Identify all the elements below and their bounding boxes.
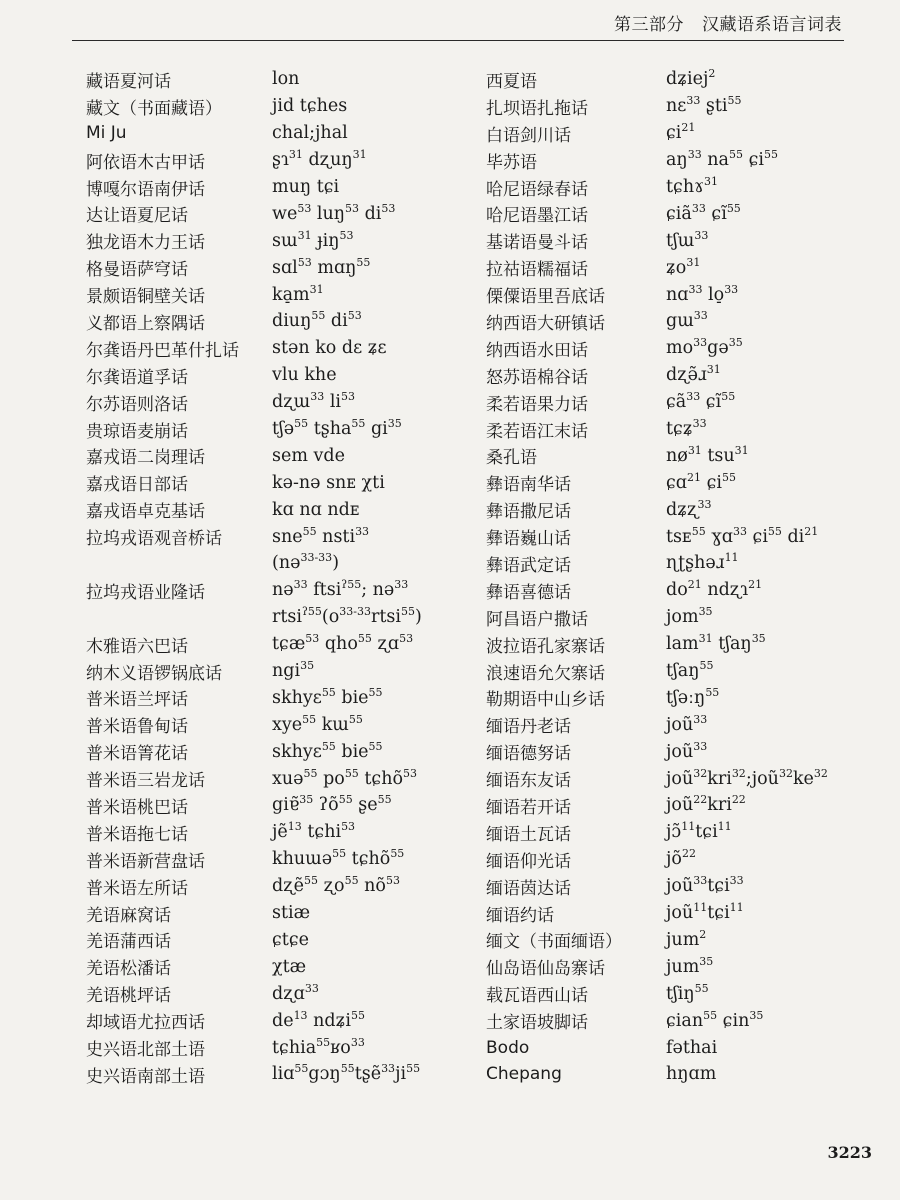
language-name: 扎坝语扎拖话 xyxy=(486,98,588,119)
language-name: 缅语土瓦话 xyxy=(486,824,571,845)
word-form: $rtsi^{ʔ55}(o^{33-33}rtsi^{55})$ xyxy=(272,605,422,628)
word-form: tsᴇ$^{55}$ ɣɑ$^{33}$ ɕi$^{55}$ $di^{21}$ xyxy=(666,524,819,547)
language-name: 嘉戎语二岗理话 xyxy=(86,448,205,469)
entry-row xyxy=(486,1034,886,1061)
entry-row xyxy=(486,66,886,93)
entry-row xyxy=(486,631,886,658)
word-form: kə-nə snᴇ χti xyxy=(272,472,385,493)
entry-row xyxy=(86,604,482,631)
word-form: fəthai xyxy=(666,1037,718,1058)
language-name: 史兴语南部土语 xyxy=(86,1066,205,1087)
entry-row xyxy=(486,927,886,954)
language-name: 藏语夏河话 xyxy=(86,71,171,92)
language-name: 白语剑川话 xyxy=(486,125,571,146)
word-form: nɛ$^{33}$ ʂti$^{55}$ xyxy=(666,94,742,117)
entry-row xyxy=(486,281,886,308)
language-name: 羌语桃坪话 xyxy=(86,986,171,1007)
entry-row xyxy=(486,738,886,765)
header-part: 第三部分 xyxy=(614,15,684,35)
entry-row xyxy=(86,308,482,335)
entry-row xyxy=(86,227,482,254)
entry-row xyxy=(86,254,482,281)
entry-row xyxy=(486,523,886,550)
word-form: tɕhia$^{55}$ʁo$^{33}$ xyxy=(272,1035,365,1058)
entry-row xyxy=(486,873,886,900)
word-form: joũ$^{11}$tɕi$^{11}$ xyxy=(666,901,744,924)
language-name: 基诺语曼斗话 xyxy=(486,233,588,254)
entry-row xyxy=(86,416,482,443)
word-form: jid tɕhes xyxy=(272,96,348,117)
entry-row xyxy=(486,658,886,685)
language-name: 普米语三岩龙话 xyxy=(86,771,205,792)
language-name: 普米语兰坪话 xyxy=(86,690,188,711)
entry-row xyxy=(486,308,886,335)
word-form: ʂɿ$^{31}$ dʐuŋ$^{31}$ xyxy=(272,148,367,171)
word-form: sem vde xyxy=(272,445,345,466)
entry-row xyxy=(86,362,482,389)
entry-row xyxy=(86,980,482,1007)
word-form: xuə$^{55}$ $po^{55}$ tɕhõ$^{53}$ xyxy=(272,766,418,789)
word-form: dʑʐ$^{33}$ xyxy=(666,497,712,520)
entry-row xyxy=(86,442,482,469)
language-name: 彝语撒尼话 xyxy=(486,502,571,523)
word-form: tɕæ$^{53}$ qho$^{55}$ ʐɑ$^{53}$ xyxy=(272,632,414,655)
language-name: 傈僳语里吾底话 xyxy=(486,287,605,308)
language-name: 普米语拖七话 xyxy=(86,824,188,845)
language-name: 哈尼语绿春话 xyxy=(486,179,588,200)
word-form: joũ$^{33}$tɕi$^{33}$ xyxy=(666,874,744,897)
entry-row xyxy=(86,1007,482,1034)
word-form: (nə$^{33-33}$) xyxy=(272,551,340,574)
word-form: jum$^{35}$ xyxy=(666,954,714,977)
word-form: lam$^{31}$ tʃaŋ$^{35}$ xyxy=(666,632,766,655)
language-name: 普米语桃巴话 xyxy=(86,797,188,818)
word-form: dʐə̃ɹ$^{31}$ xyxy=(666,363,721,386)
word-form: $ka̠m^{31}$ xyxy=(272,282,324,305)
language-name: 景颇语铜壁关话 xyxy=(86,287,205,308)
language-name: 义都语上察隅话 xyxy=(86,313,205,334)
language-name: 拉祜语糯福话 xyxy=(486,260,588,281)
entry-row xyxy=(486,1061,886,1088)
word-form: giɐ̃$^{35}$ ʔõ$^{55}$ ʂe$^{55}$ xyxy=(272,793,392,816)
language-name: 缅文（书面缅语） xyxy=(486,932,622,953)
left-column xyxy=(86,66,482,1088)
entry-row xyxy=(86,147,482,174)
word-form: χtæ xyxy=(272,956,307,977)
language-name: 史兴语北部土语 xyxy=(86,1040,205,1060)
word-form: $liɑ^{55}gɔŋ^{55}tʂẽ^{33}ji^{55}$ xyxy=(272,1062,421,1085)
word-form: tʃiŋ$^{55}$ xyxy=(666,981,709,1004)
right-column xyxy=(486,66,886,1088)
language-name: 达让语夏尼话 xyxy=(86,206,188,227)
language-name: 缅语茵达话 xyxy=(486,878,571,899)
word-form: joũ$^{33}$ xyxy=(666,712,708,735)
word-form: jum$^2$ xyxy=(666,927,707,950)
entry-row xyxy=(86,550,482,577)
word-form: dʐɑ$^{33}$ xyxy=(272,981,319,1004)
language-name: 藏文（书面藏语） xyxy=(86,98,222,119)
word-form: dʐẽ$^{55}$ ʐo$^{55}$ $nõ^{53}$ xyxy=(272,874,400,897)
entry-row xyxy=(86,792,482,819)
entry-row xyxy=(486,147,886,174)
word-form: $nø^{31}$ tsu$^{31}$ xyxy=(666,443,749,466)
entry-row xyxy=(486,389,886,416)
entry-row xyxy=(86,927,482,954)
word-form: skhyɛ$^{55}$ bie$^{55}$ xyxy=(272,739,383,762)
entry-row xyxy=(86,738,482,765)
language-name: 格曼语萨穹话 xyxy=(86,260,188,281)
word-form: jẽ$^{13}$ tɕhi$^{53}$ xyxy=(272,820,356,843)
entry-row xyxy=(86,120,482,147)
word-form: ɕi$^{21}$ xyxy=(666,121,696,144)
language-name: 羌语麻窝话 xyxy=(86,905,171,926)
entry-row xyxy=(86,658,482,685)
word-form: $aŋ^{33}$ $na^{55}$ ɕi$^{55}$ xyxy=(666,148,778,171)
word-form: vlu khe xyxy=(272,365,337,386)
entry-row xyxy=(86,819,482,846)
language-name: 怒苏语棉谷话 xyxy=(486,367,588,388)
entry-row xyxy=(486,93,886,120)
language-name: 羌语松潘话 xyxy=(86,959,171,980)
entry-row xyxy=(86,174,482,201)
language-name: 彝语巍山话 xyxy=(486,529,571,550)
word-form: dʐɯ$^{33}$ $li^{53}$ xyxy=(272,390,356,413)
language-name: 阿依语木古甲话 xyxy=(86,152,205,173)
entry-row xyxy=(486,953,886,980)
word-form: sne$^{55}$ nsti$^{33}$ xyxy=(272,524,370,547)
entry-row xyxy=(486,604,886,631)
language-name: 尔苏语则洛话 xyxy=(86,394,188,415)
language-name: 纳西语水田话 xyxy=(486,340,588,361)
header-rule xyxy=(72,40,844,41)
language-name: 波拉语孔家寨话 xyxy=(486,636,605,657)
entry-row xyxy=(86,281,482,308)
language-name: Chepang xyxy=(486,1064,562,1085)
entry-row xyxy=(486,980,886,1007)
word-form: hŋɑm xyxy=(666,1064,717,1085)
word-form: $joũ^{32}kri^{32};joũ^{32}ke^{32}$ xyxy=(666,766,828,789)
entry-row xyxy=(486,550,886,577)
language-name: 普米语箐花话 xyxy=(86,744,188,765)
entry-row xyxy=(86,577,482,604)
entry-row xyxy=(486,120,886,147)
entry-row xyxy=(486,846,886,873)
language-name: 彝语南华话 xyxy=(486,475,571,496)
language-name: 贵琼语麦崩话 xyxy=(86,421,188,442)
entry-row xyxy=(86,846,482,873)
word-form: dʑiej$^2$ xyxy=(666,67,716,90)
entry-row xyxy=(486,577,886,604)
language-name: 西夏语 xyxy=(486,71,537,92)
entry-row xyxy=(486,442,886,469)
language-name: 拉坞戎语业隆话 xyxy=(86,582,205,603)
page-number: 3223 xyxy=(827,1143,872,1162)
language-name: 尔龚语道孚话 xyxy=(86,367,188,388)
language-name: 阿昌语户撒话 xyxy=(486,609,588,630)
language-name: 柔若语江末话 xyxy=(486,421,588,442)
entry-row xyxy=(86,873,482,900)
entry-row xyxy=(86,711,482,738)
word-form: sɯ$^{31}$ ɟiŋ$^{53}$ xyxy=(272,228,354,251)
language-name: 载瓦语西山话 xyxy=(486,986,588,1007)
entry-row xyxy=(486,900,886,927)
language-name: Bodo xyxy=(486,1037,530,1058)
entry-row xyxy=(486,200,886,227)
entry-row xyxy=(86,765,482,792)
language-name: 浪速语允欠寨话 xyxy=(486,663,605,684)
language-name: 缅语丹老话 xyxy=(486,717,571,738)
entry-row xyxy=(486,362,886,389)
entry-row xyxy=(86,93,482,120)
language-name: 缅语若开话 xyxy=(486,797,571,818)
running-header xyxy=(596,10,842,35)
entry-row xyxy=(486,819,886,846)
language-name: 尔龚语丹巴革什扎话 xyxy=(86,340,239,361)
entry-row xyxy=(86,200,482,227)
word-form: ɕã$^{33}$ ɕĩ$^{55}$ xyxy=(666,390,736,413)
word-form: tʃəːŋ$^{55}$ xyxy=(666,685,720,708)
word-form: ngi$^{35}$ xyxy=(272,659,315,682)
entry-row xyxy=(86,389,482,416)
entry-row xyxy=(86,66,482,93)
entry-row xyxy=(486,1007,886,1034)
language-name: 独龙语木力王话 xyxy=(86,233,205,254)
word-form: tʃə$^{55}$ tʂha$^{55}$ $gi^{35}$ xyxy=(272,417,402,440)
language-name: 土家语坡脚话 xyxy=(486,1013,588,1034)
language-name: 木雅语六巴话 xyxy=(86,636,188,657)
word-form: joũ$^{22}$kri$^{22}$ xyxy=(666,793,746,816)
entry-row xyxy=(86,335,482,362)
word-form: joũ$^{33}$ xyxy=(666,739,708,762)
language-name: 勒期语中山乡话 xyxy=(486,690,605,711)
entry-row xyxy=(86,631,482,658)
entry-row xyxy=(86,1034,482,1061)
entry-row xyxy=(86,900,482,927)
entry-row xyxy=(486,765,886,792)
word-form: jom$^{35}$ xyxy=(666,605,713,628)
word-form: lon xyxy=(272,69,300,90)
entry-row xyxy=(86,953,482,980)
language-name: 哈尼语墨江话 xyxy=(486,206,588,227)
language-name: 羌语蒲西话 xyxy=(86,932,171,953)
word-form: stiæ xyxy=(272,903,311,924)
word-form: tʃɯ$^{33}$ xyxy=(666,228,709,251)
word-form: muŋ tɕi xyxy=(272,177,340,197)
language-name: 仙岛语仙岛寨话 xyxy=(486,959,605,980)
entry-row xyxy=(486,416,886,443)
word-form: jɔ̃$^{11}$tɕi$^{11}$ xyxy=(666,820,732,843)
word-form: stən ko dɛ ʑɛ xyxy=(272,338,387,359)
entry-row xyxy=(486,227,886,254)
entry-row xyxy=(86,684,482,711)
language-name: 缅语东友话 xyxy=(486,771,571,792)
entry-row xyxy=(86,523,482,550)
language-name: 嘉戎语日部话 xyxy=(86,475,188,496)
entry-row xyxy=(486,496,886,523)
word-form: khuɯə$^{55}$ tɕhõ$^{55}$ xyxy=(272,847,405,870)
word-form: nə$^{33}$ ftsi$^{ʔ55}$; nə$^{33}$ xyxy=(272,578,409,601)
entry-row xyxy=(486,792,886,819)
language-name: 却域语尤拉西话 xyxy=(86,1013,205,1034)
word-form: $we^{53}$ luŋ$^{53}$ $di^{53}$ xyxy=(272,201,396,224)
entry-row xyxy=(86,469,482,496)
word-form: ʑo$^{31}$ xyxy=(666,255,701,278)
word-form: tɕʑ$^{33}$ xyxy=(666,417,707,440)
word-form: ɕiã$^{33}$ ɕĩ$^{55}$ xyxy=(666,201,741,224)
word-form: gɯ$^{33}$ xyxy=(666,309,708,332)
word-form: ɳʈʂhəɹ$^{11}$ xyxy=(666,551,739,574)
word-form: chal;jhal xyxy=(272,123,348,144)
word-form: kɑ nɑ ndᴇ xyxy=(272,499,360,520)
word-form: xye$^{55}$ kɯ$^{55}$ xyxy=(272,712,363,735)
language-name: 纳木义语锣锅底话 xyxy=(86,663,222,684)
language-name: 柔若语果力话 xyxy=(486,394,588,415)
word-form: $de^{13}$ ndʑi$^{55}$ xyxy=(272,1008,365,1031)
word-form: skhyɛ$^{55}$ bie$^{55}$ xyxy=(272,685,383,708)
language-name: 嘉戎语卓克基话 xyxy=(86,502,205,523)
word-form: $do^{21}$ ndʐɿ$^{21}$ xyxy=(666,578,763,601)
language-name: 毕苏语 xyxy=(486,152,537,173)
entry-row xyxy=(86,496,482,523)
word-form: diuŋ$^{55}$ $di^{53}$ xyxy=(272,309,362,332)
word-form: $mo^{33}gə^{35}$ xyxy=(666,336,743,359)
language-name: 普米语左所话 xyxy=(86,878,188,899)
word-form: $jõ^{22}$ xyxy=(666,847,696,870)
language-name: 拉坞戎语观音桥话 xyxy=(86,529,222,550)
language-name: 桑孔语 xyxy=(486,448,537,469)
word-form: ɕɑ$^{21}$ ɕi$^{55}$ xyxy=(666,470,736,493)
language-name: 纳西语大研镇话 xyxy=(486,313,605,334)
word-form: ɕian$^{55}$ ɕin$^{35}$ xyxy=(666,1008,764,1031)
entry-row xyxy=(86,1061,482,1088)
word-form: tɕhɤ$^{31}$ xyxy=(666,175,718,197)
entry-row xyxy=(486,254,886,281)
entry-row xyxy=(486,469,886,496)
language-name: 普米语鲁甸话 xyxy=(86,717,188,738)
entry-row xyxy=(486,174,886,201)
entry-row xyxy=(486,711,886,738)
word-form: ɕtɕe xyxy=(272,929,309,950)
entry-row xyxy=(486,335,886,362)
language-name: 彝语武定话 xyxy=(486,555,571,576)
header-title: 汉藏语系语言词表 xyxy=(702,15,842,35)
language-name: 普米语新营盘话 xyxy=(86,851,205,872)
language-name: 博嘎尔语南伊话 xyxy=(86,179,205,200)
language-name: Mi Ju xyxy=(86,123,127,144)
language-name: 缅语仰光话 xyxy=(486,851,571,872)
word-form: sɑl$^{53}$ mɑŋ$^{55}$ xyxy=(272,255,371,278)
word-form: tʃaŋ$^{55}$ xyxy=(666,659,714,682)
language-name: 缅语德努话 xyxy=(486,744,571,765)
word-form: nɑ$^{33}$ lo̠$^{33}$ xyxy=(666,282,739,305)
language-name: 缅语约话 xyxy=(486,905,554,926)
language-name: 彝语喜德话 xyxy=(486,582,571,603)
entry-row xyxy=(486,684,886,711)
